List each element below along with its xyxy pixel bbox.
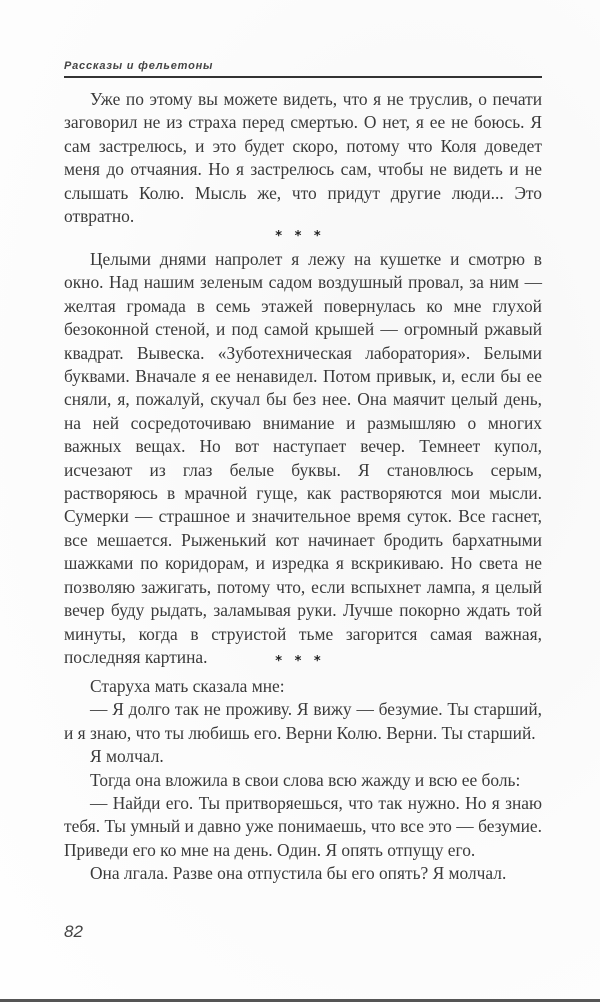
section-separator: * * * (275, 654, 325, 669)
section-separator: * * * (275, 229, 325, 244)
paragraph: Уже по этому вы можете видеть, что я не труслив, о печати заговорил не из страха перед смертью. О нет, я ее не боюсь. Я сам застрелюсь, и это будет скоро, потому что Коля доведет меня до отчаяния. Но я застрелюсь сам, чтобы не видеть и не слышать Колю. Мысль же, что придут другие люди... Это отвратно. (64, 89, 542, 227)
section-2 (64, 248, 542, 669)
paragraph: — Найди его. Ты притворяешься, что так нужно. Но я знаю тебя. Ты умный и давно уже понимаешь, что все это — безумие. Приведи его ко мне на день. Один. Я опять отпущу его. (64, 793, 542, 860)
paragraph: — Я долго так не проживу. Я вижу — безумие. Ты старший, и я знаю, что ты любишь его. Верни Колю. Верни. Ты старший. (64, 699, 542, 743)
section-1 (64, 88, 542, 228)
page-number: 82 (64, 922, 83, 941)
paragraph: Тогда она вложила в свои слова всю жажду и всю ее боль: (90, 769, 521, 790)
paragraph: Я молчал. (90, 746, 164, 767)
paragraph: Целыми днями напролет я лежу на кушетке и смотрю в окно. Над нашим зеленым садом воздушный провал, за ним — желтая громада в семь этажей повернулась ко мне глухой безоконной стеной, и под самой крышей — огромный ржавый квадрат. Вывеска. «Зуботехническая лаборатория». Белыми буквами. Вначале я ее ненавидел. Потом привык, и, если бы ее сняли, я, пожалуй, скучал бы без нее. Она маячит целый день, на ней сосредоточиваю внимание и размышляю о многих важных вещах. Но вот наступает вечер. Темнеет купол, исчезают из глаз белые буквы. Я становлюсь серым, растворяюсь в мрачной гуще, как растворяются мои мысли. Сумерки — страшное и значительное время суток. Все гаснет, все мешается. Рыженький кот начинает бродить бархатными шажками по коридорам, и изредка я вскрикиваю. Но света не позволяю зажигать, потому что, если вспыхнет лампа, я целый вечер буду рыдать, заламывая руки. Лучше покорно ждать той минуты, когда в струистой тьме загорится самая важная, последняя картина. (64, 249, 542, 667)
running-head (64, 58, 542, 78)
running-head-title: Рассказы и фельетоны (64, 60, 214, 72)
paragraph: Старуха мать сказала мне: (90, 676, 285, 696)
section-3 (64, 675, 542, 886)
paragraph: Она лгала. Разве она отпустила бы его опять? Я молчал. (90, 863, 507, 884)
